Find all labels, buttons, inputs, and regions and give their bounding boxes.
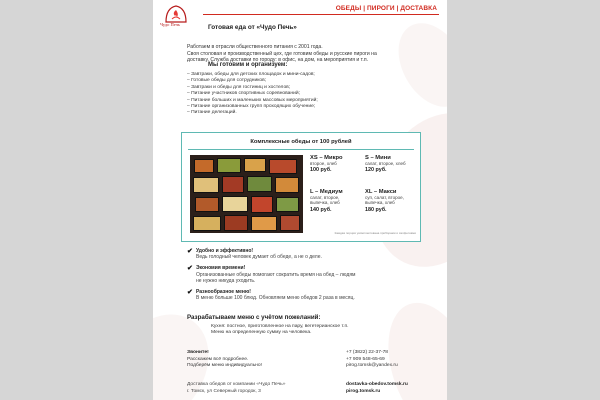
page-title: Готовая еда от «Чудо Печь» xyxy=(208,24,297,31)
top-nav[interactable]: ОБЕДЫ | ПИРОГИ | ДОСТАВКА xyxy=(335,5,437,12)
footer-line: г. Томск, ул Северный городок, 3 xyxy=(187,388,261,394)
food-tray xyxy=(275,177,299,193)
email-link[interactable]: pirog.tomsk@yandex.ru xyxy=(346,363,398,369)
website-link[interactable]: dostavka-obedov.tomsk.ru xyxy=(346,382,408,387)
size-option-xs xyxy=(310,155,364,173)
call-line: Расскажем всё подробнее. xyxy=(187,356,249,362)
size-price: 120 руб. xyxy=(365,167,387,174)
list-item: – Завтраки, обеды для детских площадок и мини-садов; xyxy=(187,72,315,77)
food-tray xyxy=(244,158,266,172)
organize-title: Мы готовим и организуем: xyxy=(208,62,288,68)
intro-line: доставку. Служба доставки по городу: в офис, на дом, на мероприятия и т.п. xyxy=(187,57,369,64)
food-tray xyxy=(195,197,219,212)
feature-desc: Ведь голодный человек думает об обеде, а не о деле. xyxy=(196,254,322,261)
size-desc: салат, второе, xyxy=(310,195,340,200)
footer-line: Доставка обедов от компании «Чудо Печь» xyxy=(187,382,286,387)
lunch-sizes xyxy=(310,155,420,235)
complex-lunch-title: Комплексные обеды от 100 рублей xyxy=(250,139,352,145)
list-item: – Питание больших и маленьких массовых мероприятий; xyxy=(187,97,318,103)
intro-line: Своя столовая и производственный цех, где готовим обеды и русские пироги на xyxy=(187,50,377,57)
call-title: Звоните! xyxy=(187,350,209,355)
food-tray xyxy=(194,159,214,173)
menu-line: Кухня: постное, приготовленное на пару, вегетерианское т.п. xyxy=(211,324,349,329)
footer-address xyxy=(187,382,285,396)
feature-item xyxy=(187,289,437,301)
feature-desc: В меню больше 100 блюд. Обновляем меню обедов 2 раза в месяц. xyxy=(196,295,355,302)
features-list xyxy=(187,248,437,306)
size-option-xl xyxy=(365,189,419,213)
list-item: – Питание делегаций. xyxy=(187,110,237,116)
food-tray xyxy=(222,176,244,193)
document-page xyxy=(153,0,447,400)
phone-link[interactable]: +7 909 548-65-69 xyxy=(346,356,385,362)
list-item: – Завтраки и обеды для гостиниц и хостелов; xyxy=(187,84,291,90)
size-option-l xyxy=(310,189,364,213)
size-desc: второе, хлеб xyxy=(310,161,337,166)
size-name: L – Медиум xyxy=(310,189,343,195)
feature-title: Удобно и эффективно! xyxy=(196,248,254,254)
call-line: Подберём меню индивидуально! xyxy=(187,363,262,369)
checkmark-icon: ✔ xyxy=(187,289,193,297)
food-tray xyxy=(217,158,241,173)
food-tray xyxy=(247,176,272,192)
complex-lunch-box xyxy=(181,132,421,242)
logo-text: Чудо Печь xyxy=(160,22,181,27)
call-to-action xyxy=(187,350,262,370)
lunch-trays-photo xyxy=(190,155,303,233)
size-price: 100 руб. xyxy=(310,167,332,174)
intro-line: Работаем в отрасли общественного питания с 2001 года. xyxy=(187,44,323,50)
website-link[interactable]: pirog.tomsk.ru xyxy=(346,388,381,394)
menu-title: Разрабатываем меню с учётом пожеланий: xyxy=(187,314,321,321)
menu-line: Меню на определенную сумму на человека. xyxy=(211,330,312,336)
food-tray xyxy=(193,216,221,231)
header-divider xyxy=(203,14,439,15)
size-name: XL – Макси xyxy=(365,189,397,195)
checkmark-icon: ✔ xyxy=(187,248,193,255)
size-option-s xyxy=(365,155,419,173)
footnote: Каждая порция укомплектована приборами и салфетками xyxy=(334,231,416,235)
phone-link[interactable]: +7 (3822) 22-37-78 xyxy=(346,350,389,355)
oven-logo-icon xyxy=(163,2,189,24)
size-price: 140 руб. xyxy=(310,206,332,213)
size-price: 180 руб. xyxy=(365,206,387,213)
list-item: – Питание участников спортивных соревнований; xyxy=(187,91,300,97)
decorative-pattern xyxy=(385,11,447,119)
feature-title: Экономия времени! xyxy=(196,265,246,272)
feature-desc: Организованные обеды помогают сократить время на обед – людям xyxy=(196,271,356,278)
menu-text xyxy=(211,324,349,337)
intro-text xyxy=(187,44,442,64)
food-tray xyxy=(251,196,273,213)
checkmark-icon: ✔ xyxy=(187,265,193,273)
feature-item xyxy=(187,248,437,260)
size-desc: выпечка, хлеб xyxy=(365,200,395,206)
list-item: – Готовые обеды для сотрудников; xyxy=(187,78,267,84)
size-name: S – Мини xyxy=(365,155,391,161)
size-desc: суп, салат, второе, xyxy=(365,195,404,200)
feature-desc: не нужно никуда уходить. xyxy=(196,277,256,284)
food-tray xyxy=(280,215,300,231)
food-tray xyxy=(269,159,297,174)
size-desc: выпечка, хлеб xyxy=(310,200,340,206)
food-tray xyxy=(276,197,299,212)
food-tray xyxy=(224,215,248,231)
food-tray xyxy=(251,216,277,231)
contacts xyxy=(346,350,398,370)
feature-title: Разнообразное меню! xyxy=(196,289,251,296)
footer-links xyxy=(346,382,408,396)
size-desc: салат, второе, хлеб xyxy=(365,161,406,166)
feature-item xyxy=(187,265,437,284)
size-name: XS – Микро xyxy=(310,155,343,161)
organize-list xyxy=(187,72,318,117)
list-item: – Питание организованных групп проходящих обучение; xyxy=(187,104,316,110)
box-divider xyxy=(188,149,414,150)
food-tray xyxy=(193,177,219,193)
food-tray xyxy=(222,196,248,212)
